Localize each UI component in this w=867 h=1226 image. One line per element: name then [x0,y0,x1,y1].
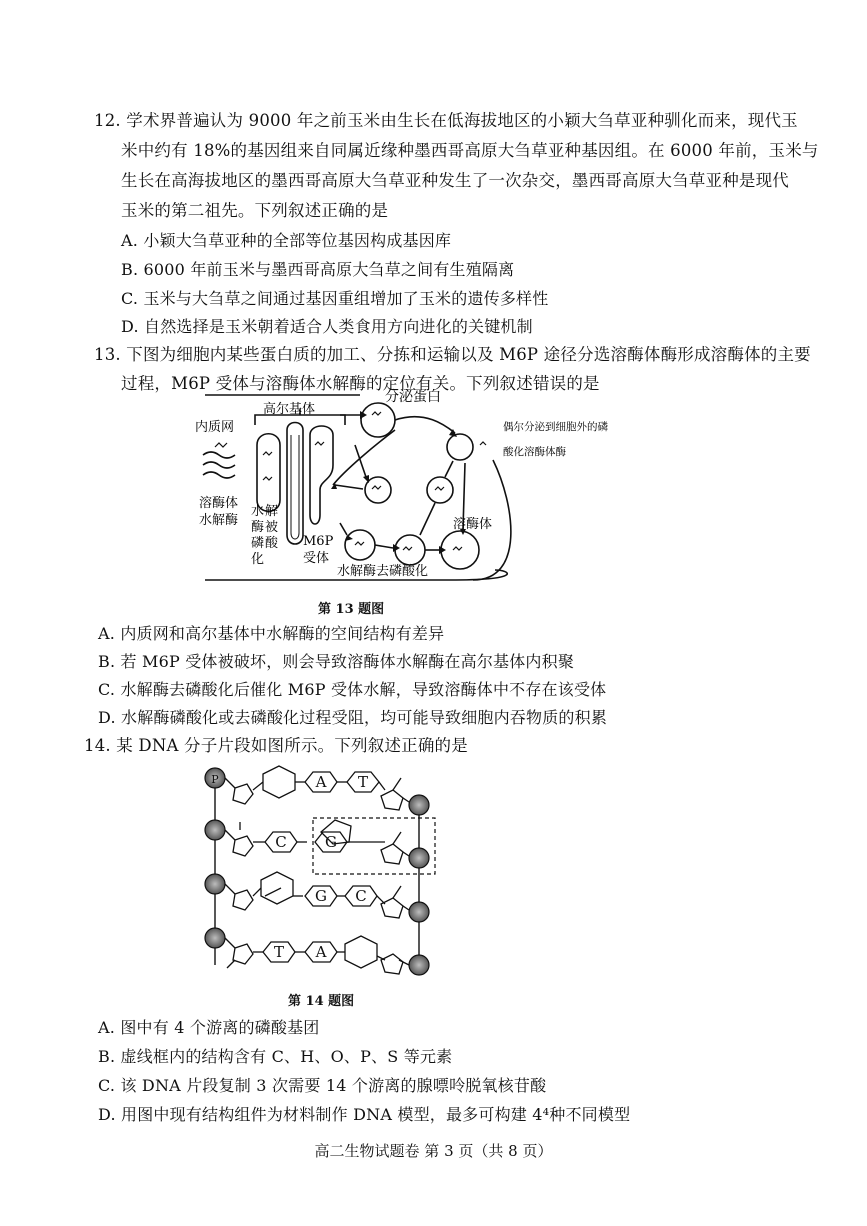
q13-label-lysosome: 溶酶体 [453,517,493,532]
q14-dna-figure [195,760,445,982]
q12-option-c: C. 玉米与大刍草之间通过基因重组增加了玉米的遗传多样性 [121,289,549,308]
q14-caption: 第 14 题图 [288,994,355,1009]
q12-stem-line-1: 12. 学术界普遍认为 9000 年之前玉米由生长在低海拔地区的小颖大刍草亚种驯化而来，现代玉 [94,111,798,130]
q12-option-d: D. 自然选择是玉米朝着适合人类食用方向进化的关键机制 [121,317,533,336]
q13-label-golgi: 高尔基体 [263,402,316,417]
q13-option-c: C. 水解酶去磷酸化后催化 M6P 受体水解，导致溶酶体中不存在该受体 [98,680,607,699]
q13-stem-line-1: 13. 下图为细胞内某些蛋白质的加工、分拣和运输以及 M6P 途径分选溶酶体酶形成溶酶体的主要 [94,345,811,364]
q12-stem-line-4: 玉米的第二祖先。下列叙述正确的是 [121,201,389,220]
q14-base-4-left: T [273,943,285,961]
q14-option-a: A. 图中有 4 个游离的磷酸基团 [98,1018,320,1037]
q13-phos-char-3: 酶 [251,520,265,535]
q13-label-receptor: 受体 [303,551,330,566]
q13-phos-char-4: 被 [265,520,279,535]
q13-figure [195,385,665,590]
q13-note-line-1: 偶尔分泌到细胞外的磷 [503,421,608,433]
q13-phos-char-6: 酸 [265,536,279,551]
q14-base-1-right: T [357,773,369,791]
q13-option-b: B. 若 M6P 受体被破坏，则会导致溶酶体水解酶在高尔基体内积聚 [98,652,575,671]
q13-label-hydrolase-2: 水解酶 [199,513,239,528]
q13-phos-char-5: 磷 [251,536,265,551]
q14-base-4-right: A [315,943,327,961]
q14-base-2-right: G [325,833,337,851]
q13-label-dephos: 水解酶去磷酸化 [337,564,429,579]
q13-caption: 第 13 题图 [318,602,385,617]
q14-base-2-left: C [275,833,287,851]
q13-phos-char-7: 化 [251,552,265,567]
q13-note-line-2: 酸化溶酶体酶 [503,446,566,458]
q14-option-d: D. 用图中现有结构组件为材料制作 DNA 模型，最多可构建 4⁴种不同模型 [98,1105,631,1124]
q14-base-3-left: G [315,887,327,905]
q14-option-b: B. 虚线框内的结构含有 C、H、O、P、S 等元素 [98,1047,453,1066]
page-footer: 高二生物试题卷 第 3 页（共 8 页） [314,1142,553,1160]
q12-stem-line-2: 米中约有 18%的基因组来自同属近缘种墨西哥高原大刍草亚种基因组。在 6000 年前，玉米与 [121,141,819,160]
q13-label-secreted: 分泌蛋白 [385,389,441,405]
q12-option-b: B. 6000 年前玉米与墨西哥高原大刍草之间有生殖隔离 [121,260,515,279]
q14-base-1-left: A [315,773,327,791]
q13-label-hydrolase-1: 溶酶体 [199,496,239,511]
q14-stem: 14. 某 DNA 分子片段如图所示。下列叙述正确的是 [84,736,468,755]
q13-option-a: A. 内质网和高尔基体中水解酶的空间结构有差异 [98,624,445,643]
q14-option-c: C. 该 DNA 片段复制 3 次需要 14 个游离的腺嘌呤脱氧核苷酸 [98,1076,547,1095]
q13-stem-line-2: 过程，M6P 受体与溶酶体水解酶的定位有关。下列叙述错误的是 [121,374,600,393]
q13-label-m6p: M6P [303,534,334,549]
q13-phos-char-2: 解 [265,504,279,519]
q14-base-3-right: C [355,887,367,905]
q12-option-a: A. 小颖大刍草亚种的全部等位基因构成基因库 [121,231,452,250]
q13-phos-char-1: 水 [251,504,265,519]
q13-option-d: D. 水解酶磷酸化或去磷酸化过程受阻，均可能导致细胞内吞物质的积累 [98,708,608,727]
q12-stem-line-3: 生长在高海拔地区的墨西哥高原大刍草亚种发生了一次杂交，墨西哥高原大刍草亚种是现代 [121,171,789,190]
q14-phosphate-label: P [211,773,219,786]
q13-label-er: 内质网 [195,420,235,435]
